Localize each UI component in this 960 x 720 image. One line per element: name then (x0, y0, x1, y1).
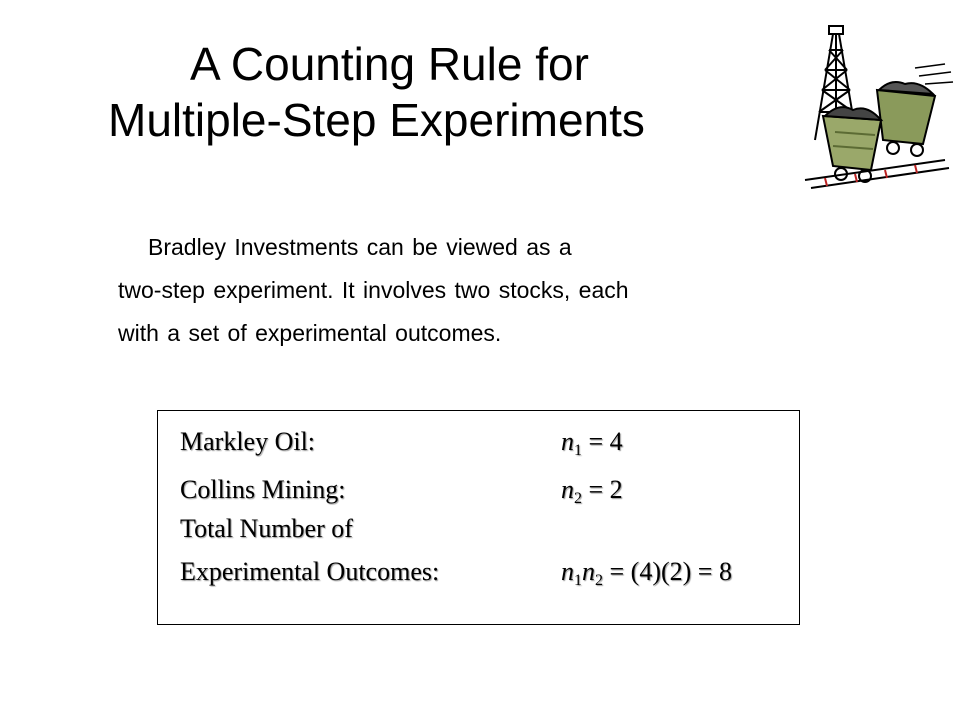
outcome-row-collins (180, 475, 623, 507)
intro-line-3: with a set of experimental outcomes. (118, 320, 502, 346)
intro-line-1: Bradley Investments can be viewed as a (148, 234, 572, 260)
row-value: $n_1 = 4$ (561, 427, 623, 459)
oil-derrick-and-mine-carts-icon (795, 20, 955, 190)
outcome-row-total (180, 557, 732, 589)
intro-line-2: two-step experiment. It involves two stocks, each (118, 277, 629, 303)
row-label: Markley Oil: (180, 427, 316, 456)
row-value: $n_2 = 2$ (561, 475, 623, 507)
row-label: Total Number of (180, 514, 353, 543)
row-label: Collins Mining: (180, 475, 346, 504)
outcome-row-total-label (180, 514, 353, 544)
intro-paragraph (118, 226, 858, 355)
title-line-1: A Counting Rule for (190, 38, 589, 90)
row-value: $n_1n_2 = (4)(2) = 8$ (561, 557, 732, 589)
outcomes-box (157, 410, 800, 625)
title-line-2: Multiple-Step Experiments (108, 94, 645, 146)
row-label: Experimental Outcomes: (180, 557, 440, 586)
outcome-row-markley (180, 427, 623, 459)
